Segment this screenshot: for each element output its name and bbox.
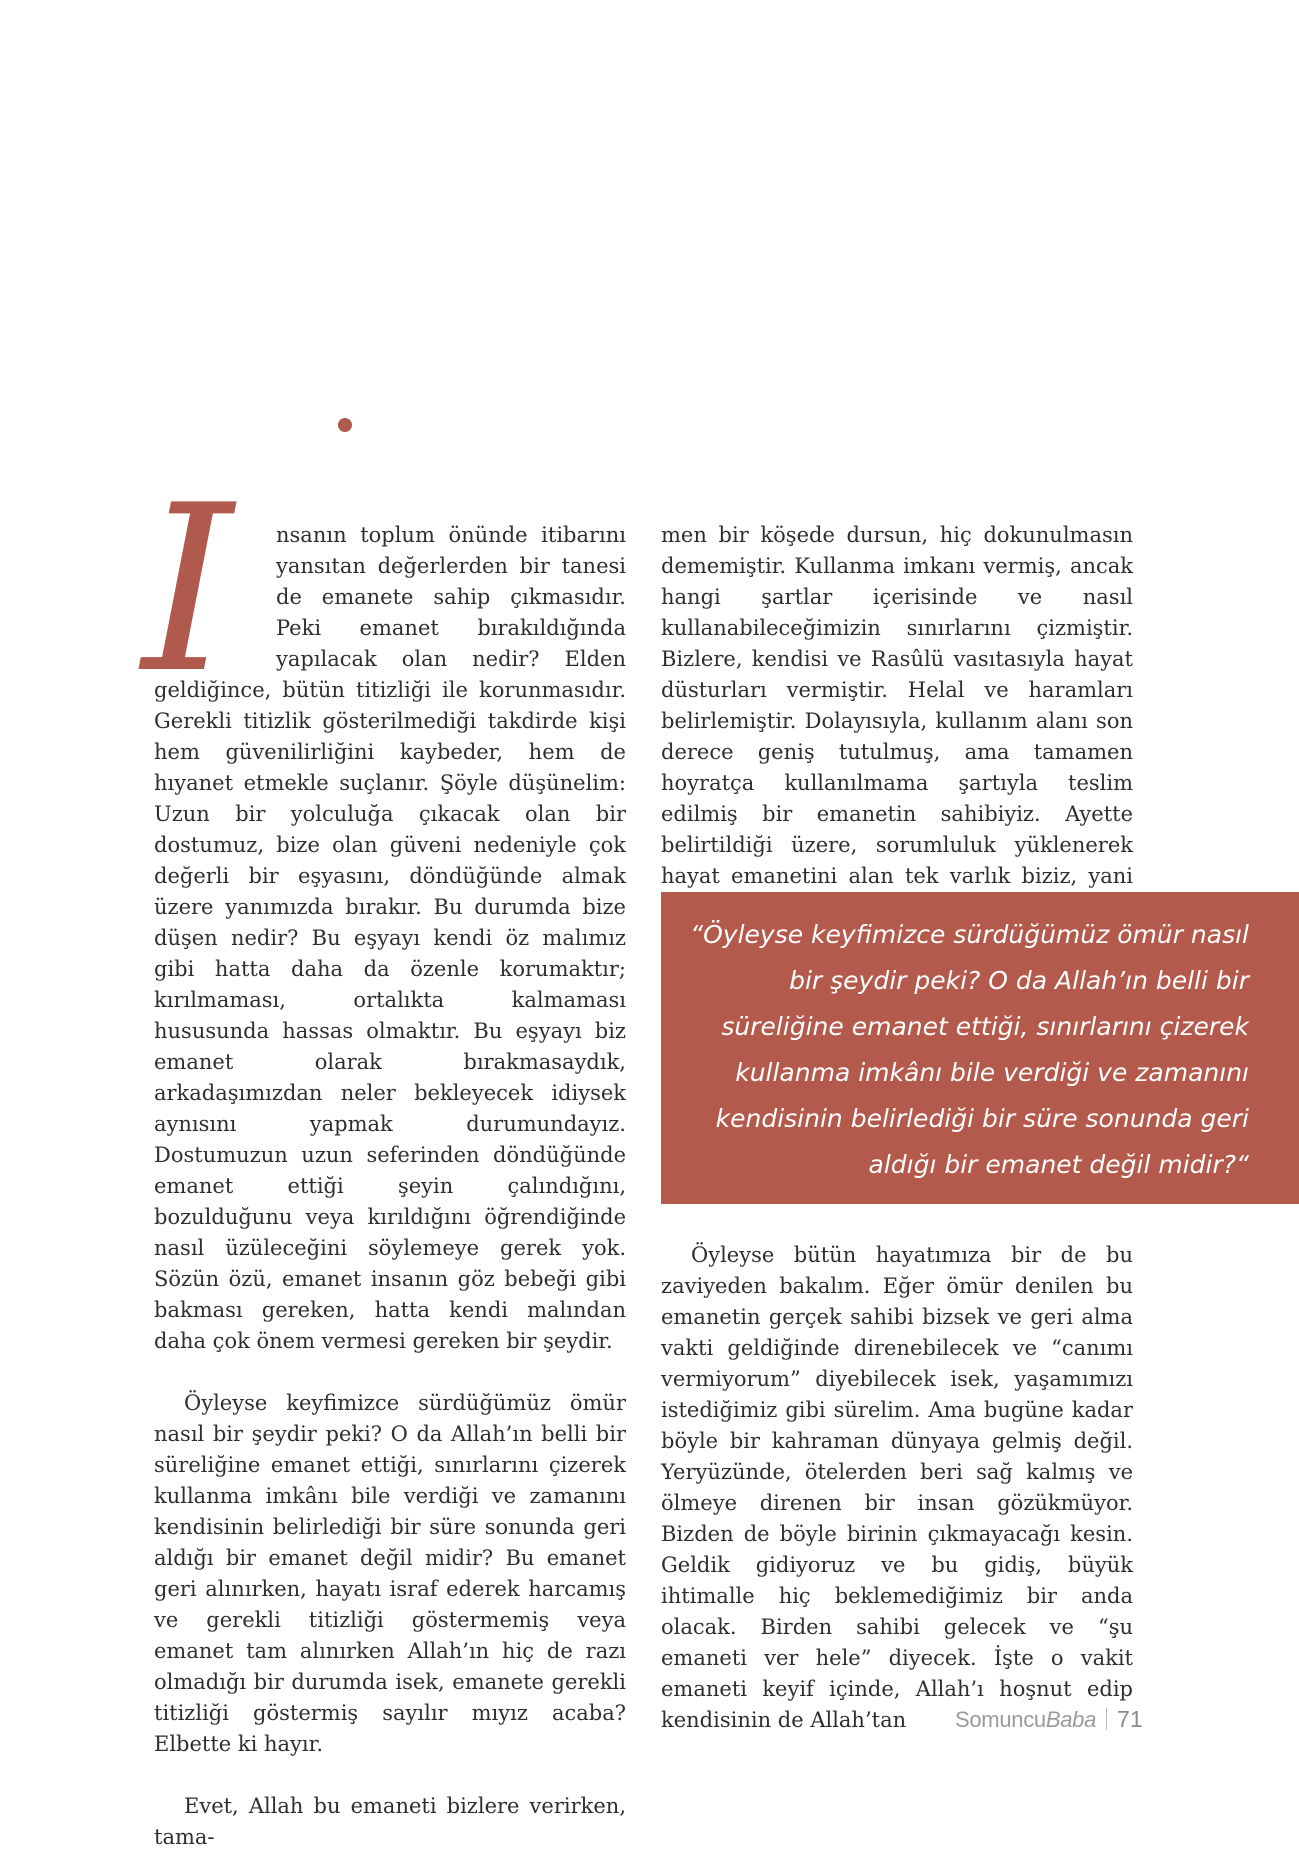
- drop-cap: I: [142, 457, 233, 724]
- brand-name-part1: Somuncu: [955, 1707, 1046, 1732]
- page-footer: [955, 1706, 1143, 1733]
- paragraph-perspective: Öyleyse bütün hayatımıza bir de bu zaviyeden bakalım. Eğer ömür denilen bu emanetin gerçek sahibi bizsek ve geri alma vakti geldiğinde direnebilecek ve “canımı vermiyorum” diyebilecek isek, yaşamımızı istediğimiz gibi sürelim. Ama bugüne kadar böyle bir kahraman dünyaya gelmiş değil. Yeryüzünde, ötelerden beri sağ kalmış ve ölmeye direnen bir insan gözükmüyor. Bizden de böyle birinin çıkmayacağı kesin. Geldik gidiyoruz ve bu gidiş, büyük ihtimalle hiç beklemediğimiz bir anda olacak. Birden sahibi gelecek ve “şu emaneti ver hele” diyecek. İşte o vakit emaneti keyif içinde, Allah’ı hoşnut edip kendisinin de Allah’tan: [661, 1243, 1133, 1732]
- paragraph-life-question: Öyleyse keyfimizce sürdüğümüz ömür nasıl bir şeydir peki? O da Allah’ın belli bir süreliğine emanet ettiği, sınırlarını çizerek kullanma imkânı bile verdiği ve zamanını kendisinin belirlediği bir süre sonunda geri aldığı bir emanet değil midir? Bu emanet geri alınırken, hayatı israf ederek harcamış ve gerekli titizliği göstermemiş veya emanet tam alınırken Allah’ın hiç de razı olmadığı bir durumda isek, emanete gerekli titizliği göstermiş sayılır mıyız acaba? Elbette ki hayır.: [154, 1391, 626, 1756]
- pull-quote-text: “Öyleyse keyfimizce sürdüğümüz ömür nasıl bir şeydir peki? O da Allah’ın belli bir süreliğine emanet ettiği, sınırlarını çizerek kullanma imkânı bile verdiği ve zamanını kendisinin belirlediği bir süre sonunda geri aldığı bir emanet değil midir?“: [690, 920, 1249, 1179]
- paragraph-continuation-text: men bir köşede dursun, hiç dokunulmasın dememiştir. Kullanma imkanı vermiş, ancak hangi şartlar içerisinde ve nasıl kullanabileceğimizin sınırlarını çizmiştir. Bizlere, kendisi ve Rasûlü vasıtasıyla hayat düsturları vermiştir. Helal ve haramları belirlemiştir. Dolayısıyla, kullanım alanı son derece geniş tutulmuş, ama tamamen hoyratça kullanılmama şartıyla teslim edilmiş bir emanetin sahibiyiz. Ayette belirtildiği üzere, sorumluluk yüklenerek hayat emanetini alan tek varlık biziz, yani: [661, 523, 1133, 888]
- right-text-column-bottom: [661, 1240, 1133, 1736]
- paragraph-intro: [142, 457, 626, 1357]
- brand-name-part2: Baba: [1045, 1707, 1097, 1732]
- drop-cap-dot: [338, 418, 352, 432]
- paragraph-continuation: [661, 520, 1133, 923]
- page-number: 71: [1117, 1706, 1143, 1732]
- right-text-column-top: [661, 520, 1133, 923]
- paragraph-continued: Evet, Allah bu emaneti bizlere verirken, tama-: [154, 1794, 626, 1849]
- pull-quote-box: [661, 892, 1299, 1204]
- left-text-column: [142, 457, 626, 1853]
- paragraph-intro-text: nsanın toplum önünde itibarını yansıtan değerlerden bir tanesi de emanete sahip çıkmasıdır. Peki emanet bırakıldığında yapılacak olan nedir? Elden geldiğince, bütün titizliği ile korunmasıdır. Gerekli titizlik gösterilmediği takdirde kişi hem güvenilirliğini kaybeder, hem de hıyanet etmekle suçlanır. Şöyle düşünelim: Uzun bir yolculuğa çıkacak olan bir dostumuz, bize olan güveni nedeniyle çok değerli bir eşyasını, döndüğünde almak üzere yanımızda bırakır. Bu durumda bize düşen nedir? Bu eşyayı kendi öz malımız gibi hatta daha da özenle korumaktır; kırılmaması, ortalıkta kalmaması hususunda hassas olmaktır. Bu eşyayı biz emanet olarak bırakmasaydık, arkadaşımızdan neler bekleyecek idiysek aynısını yapmak durumundayız. Dostumuzun uzun seferinden döndüğünde emanet ettiği şeyin çalındığını, bozulduğunu veya kırıldığını öğrendiğinde nasıl üzüleceğini söylemeye gerek yok. Sözün özü, emanet insanın göz bebeği gibi bakması gereken, hatta kendi malından daha çok önem vermesi gereken bir şeydir.: [154, 523, 626, 1353]
- footer-divider: [1106, 1708, 1107, 1730]
